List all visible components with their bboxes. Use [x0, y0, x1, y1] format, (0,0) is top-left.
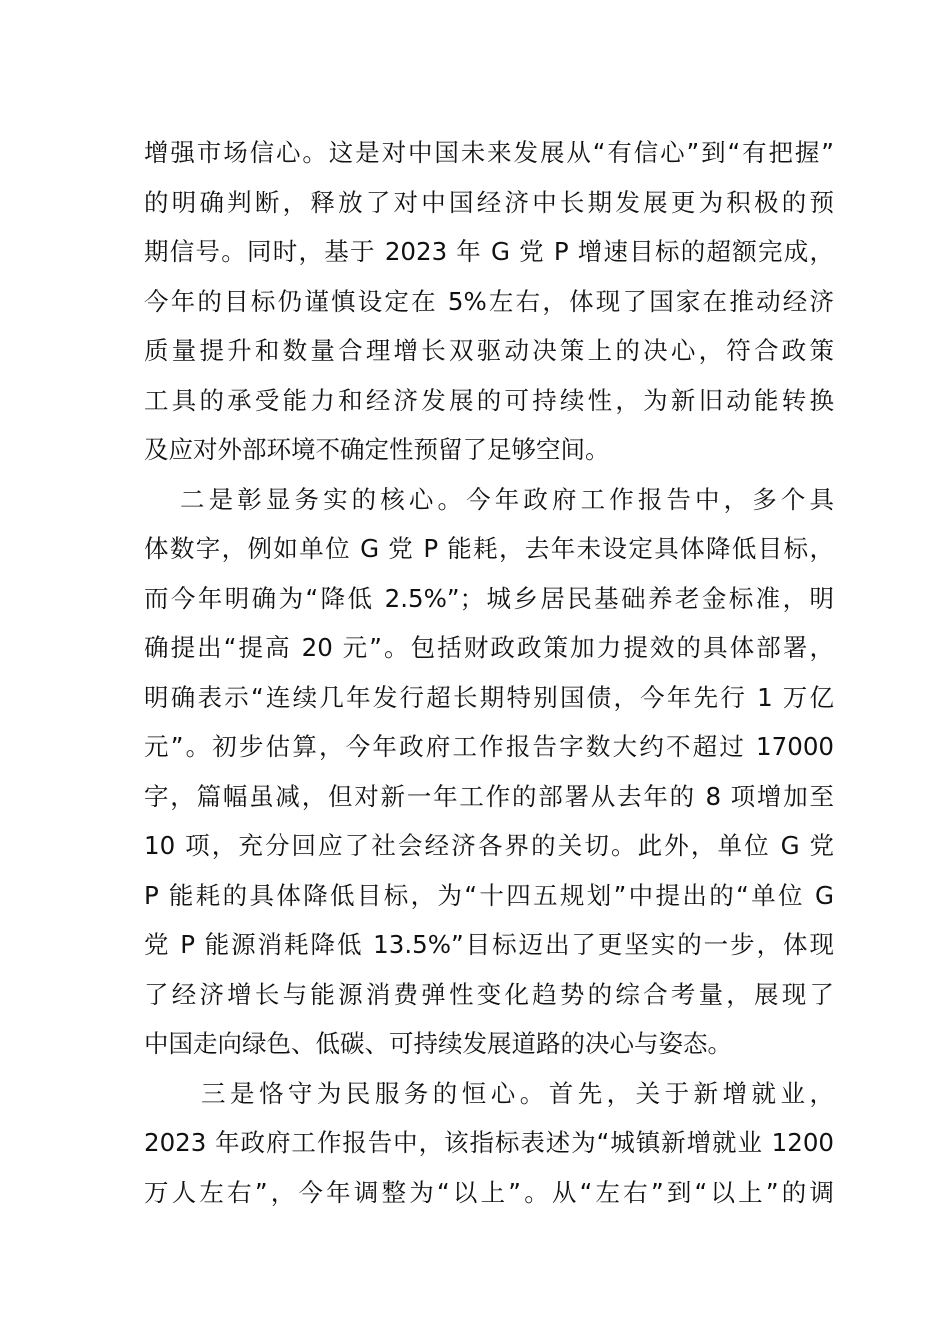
text-line: 期信号。同时，基于 2023 年 G 党 P 增速目标的超额完成， [144, 237, 834, 266]
text-line: 2023 年政府工作报告中，该指标表述为“城镇新增就业 1200 [144, 1128, 834, 1157]
text-line: 万人左右”，今年调整为“以上”。从“左右”到“以上”的调 [144, 1177, 834, 1207]
text-line: 字，篇幅虽减，但对新一年工作的部署从去年的 8 项增加至 [144, 781, 834, 811]
text-line: 增强市场信心。这是对中国未来发展从“有信心”到“有把握” [144, 138, 834, 167]
text-line: 的明确判断，释放了对中国经济中长期发展更为积极的预 [144, 187, 834, 217]
text-line: 元”。初步估算，今年政府工作报告字数大约不超过 17000 [144, 732, 834, 761]
body-text [144, 128, 834, 1217]
text-line: 工具的承受能力和经济发展的可持续性，为新旧动能转换 [144, 385, 834, 415]
text-line: P 能耗的具体降低目标，为“十四五规划”中提出的“单位 G [144, 880, 834, 910]
paragraph-start-line: 二是彰显务实的核心。今年政府工作报告中，多个具 [180, 484, 834, 514]
text-line: 确提出“提高 20 元”。包括财政政策加力提效的具体部署， [144, 633, 834, 662]
text-line: 了经济增长与能源消费弹性变化趋势的综合考量，展现了 [144, 979, 834, 1009]
text-line: 中国走向绿色、低碳、可持续发展道路的决心与姿态。 [144, 1029, 732, 1058]
text-line: 及应对外部环境不确定性预留了足够空间。 [144, 435, 610, 464]
text-line: 党 P 能源消耗降低 13.5%”目标迈出了更坚实的一步，体现 [144, 930, 834, 959]
text-line: 质量提升和数量合理增长双驱动决策上的决心，符合政策 [144, 336, 834, 365]
text-line: 明确表示“连续几年发行超长期特别国债，今年先行 1 万亿 [144, 682, 834, 712]
text-line: 今年的目标仍谨慎设定在 5%左右，体现了国家在推动经济 [144, 286, 834, 316]
text-line: 体数字，例如单位 G 党 P 能耗，去年未设定具体降低目标， [144, 534, 834, 563]
text-line: 而今年明确为“降低 2.5%”；城乡居民基础养老金标准，明 [144, 583, 834, 613]
paragraph-start-line: 三是恪守为民服务的恒心。首先，关于新增就业， [201, 1078, 834, 1108]
text-line: 10 项，充分回应了社会经济各界的关切。此外，单位 G 党 [144, 831, 834, 860]
